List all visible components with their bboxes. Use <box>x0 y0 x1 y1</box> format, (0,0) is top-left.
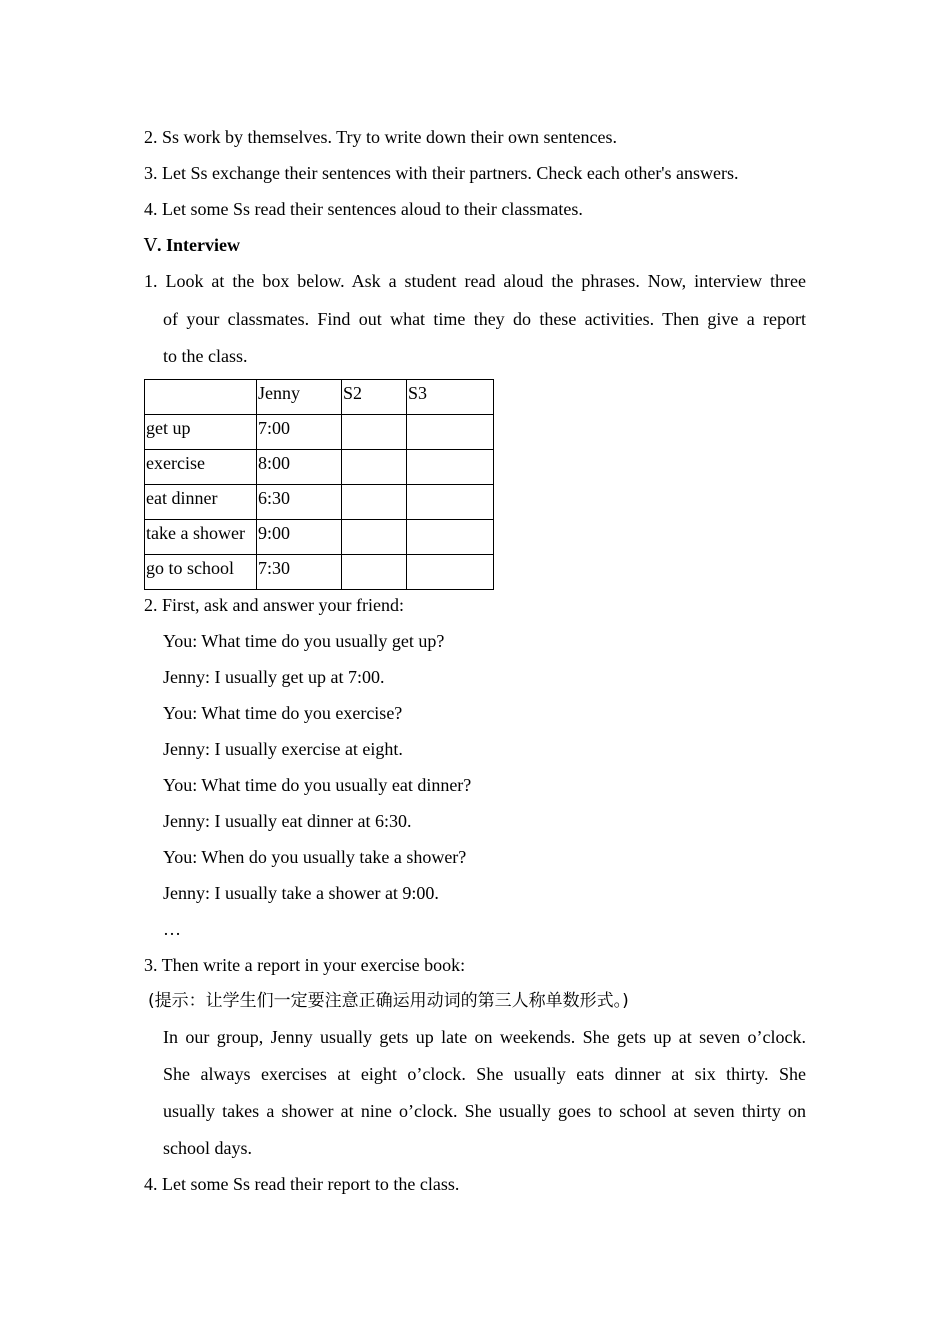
table-cell: 6:30 <box>257 485 342 520</box>
step-2-text: 2. Ss work by themselves. Try to write down their own sentences. <box>144 127 617 147</box>
table-row <box>145 555 494 590</box>
table-cell: go to school <box>145 555 257 590</box>
interview-step-1-line-3: to the class. <box>163 346 248 366</box>
report-line-2: She always exercises at eight o’clock. She usually eats dinner at six thirty. She <box>163 1064 806 1084</box>
dialogue-line: Jenny: I usually get up at 7:00. <box>163 667 385 687</box>
dialogue-line: Jenny: I usually exercise at eight. <box>163 739 403 759</box>
table-header-cell: Jenny <box>257 380 342 415</box>
interview-step-3-title: 3. Then write a report in your exercise book: <box>144 955 466 975</box>
report-line-3: usually takes a shower at nine o’clock. She usually goes to school at seven thirty on <box>163 1101 806 1121</box>
table-header-cell: S3 <box>407 380 494 415</box>
dialogue-line: You: When do you usually take a shower? <box>163 847 467 867</box>
table-row <box>145 520 494 555</box>
table-cell: exercise <box>145 450 257 485</box>
table-cell: 9:00 <box>257 520 342 555</box>
report-line-4: school days. <box>163 1138 252 1158</box>
table-row <box>145 485 494 520</box>
table-cell <box>407 555 494 590</box>
dialogue-line: You: What time do you exercise? <box>163 703 403 723</box>
table-cell: take a shower <box>145 520 257 555</box>
interview-step-2-title: 2. First, ask and answer your friend: <box>144 595 404 615</box>
interview-step-1-line-2: of your classmates. Find out what time they do these activities. Then give a report <box>163 309 806 329</box>
interview-step-4-text: 4. Let some Ss read their report to the class. <box>144 1174 460 1194</box>
table-cell: get up <box>145 415 257 450</box>
table-header-cell: S2 <box>342 380 407 415</box>
teacher-hint: (提示：让学生们一定要注意正确运用动词的第三人称单数形式。) <box>148 991 629 1011</box>
table-cell: 7:30 <box>257 555 342 590</box>
table-cell <box>407 485 494 520</box>
table-row <box>145 415 494 450</box>
dialogue-line: You: What time do you usually eat dinner? <box>163 775 472 795</box>
section-title: . Interview <box>157 235 240 255</box>
section-heading <box>144 234 240 256</box>
dialogue-line: Jenny: I usually take a shower at 9:00. <box>163 883 439 903</box>
section-numeral: Ⅴ <box>144 235 157 255</box>
interview-step-1-line-1: 1. Look at the box below. Ask a student read aloud the phrases. Now, interview three <box>144 271 806 291</box>
table-cell <box>342 555 407 590</box>
table-cell <box>342 485 407 520</box>
table-cell <box>342 415 407 450</box>
table-cell <box>342 520 407 555</box>
table-row <box>145 450 494 485</box>
table-cell <box>342 450 407 485</box>
step-3-text: 3. Let Ss exchange their sentences with their partners. Check each other's answers. <box>144 163 739 183</box>
dialogue-line: Jenny: I usually eat dinner at 6:30. <box>163 811 412 831</box>
table-cell: 7:00 <box>257 415 342 450</box>
table-header-cell <box>145 380 257 415</box>
report-line-1: In our group, Jenny usually gets up late on weekends. She gets up at seven o’clock. <box>163 1027 806 1047</box>
table-cell: eat dinner <box>145 485 257 520</box>
step-4-text: 4. Let some Ss read their sentences aloud to their classmates. <box>144 199 583 219</box>
table-cell <box>407 450 494 485</box>
interview-table <box>144 379 494 590</box>
table-cell: 8:00 <box>257 450 342 485</box>
table-cell <box>407 415 494 450</box>
table-header-row <box>145 380 494 415</box>
dialogue-ellipsis: … <box>163 919 181 939</box>
dialogue-line: You: What time do you usually get up? <box>163 631 445 651</box>
table-cell <box>407 520 494 555</box>
